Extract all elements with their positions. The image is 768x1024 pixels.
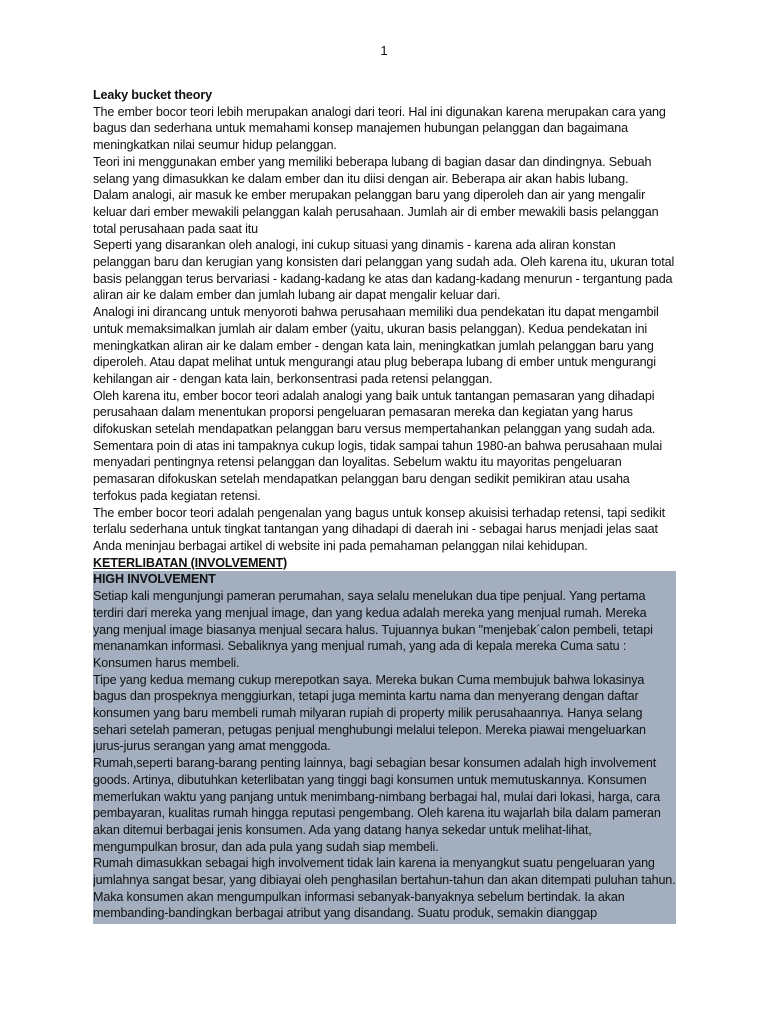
section-title: Leaky bucket theory bbox=[93, 88, 212, 102]
paragraph: Rumah,seperti barang-barang penting lainnya, bagi sebagian besar konsumen adalah high involvement goods. Artinya, dibutuhkan keterlibatan yang tinggi bagi konsumen untuk memutuskannya. Konsumen memerlukan waktu yang panjang untuk menimbang-nimbang berbagai hal, mulai dari lokasi, harga, cara pembayaran, kualitas rumah hingga reputasi pengembang. Oleh karena itu wajarlah bila dalam pameran akan ditemui berbagai jenis konsumen. Ada yang datang hanya sekedar untuk melihat-lihat, mengumpulkan brosur, dan ada pula yang sudah siap membeli. bbox=[93, 756, 661, 854]
paragraph: Teori ini menggunakan ember yang memiliki beberapa lubang di bagian dasar dan dindingnya. Sebuah selang yang dimasukkan ke dalam ember dan itu diisi dengan air. Beberapa air akan habis lubang. bbox=[93, 154, 652, 186]
paragraph: Oleh karena itu, ember bocor teori adalah analogi yang baik untuk tantangan pemasaran yang dihadapi perusahaan dalam menentukan proporsi pengeluaran pemasaran mereka dan kegiatan yang harus difokuskan setelah mendapatkan pelanggan baru versus mempertahankan pelanggan yang sudah ada. bbox=[93, 388, 656, 437]
paragraph: Analogi ini dirancang untuk menyoroti bahwa perusahaan memiliki dua pendekatan itu dapat mengambil untuk memaksimalkan jumlah air dalam ember (yaitu, ukuran basis pelanggan). Kedua pendekatan ini meningkatkan aliran air ke dalam ember - dengan kata lain, meningkatkan jumlah pelanggan baru yang diperoleh. Atau dapat melihat untuk mengurangi atau plug beberapa lubang di ember untuk mengurangi kehilangan air - dengan kata lain, berkonsentrasi pada retensi pelanggan. bbox=[93, 305, 659, 386]
document-body bbox=[93, 87, 676, 924]
paragraph: The ember bocor teori lebih merupakan analogi dari teori. Hal ini digunakan karena merupakan cara yang bagus dan sederhana untuk memahami konsep manajemen hubungan pelanggan dan bagaimana meningkatkan nilai seumur hidup pelanggan. bbox=[93, 104, 666, 153]
paragraph: Rumah dimasukkan sebagai high involvement tidak lain karena ia menyangkut suatu pengeluaran yang jumlahnya sangat besar, yang dibiayai oleh penghasilan bertahun-tahun dan akan ditempati puluhan tahun. Maka konsumen akan mengumpulkan informasi sebanyak-banyaknya sebelum bertindak. Ia akan membanding-bandingkan berbagai atribut yang disandang. Suatu produk, semakin dianggap bbox=[93, 856, 676, 921]
paragraph: The ember bocor teori adalah pengenalan yang bagus untuk konsep akuisisi terhadap retensi, tapi sedikit terlalu sederhana untuk tingkat tantangan yang dihadapi di daerah ini - sebagai harus menjadi jelas saat Anda meninjau berbagai artikel di website ini pada pemahaman pelanggan nilai kehidupan. bbox=[93, 505, 665, 553]
paragraph: Setiap kali mengunjungi pameran perumahan, saya selalu menelukan dua tipe penjual. Yang pertama terdiri dari mereka yang menjual image, dan yang kedua adalah mereka yang menjual rumah. Mereka yang menjual image biasanya menjual secara halus. Tujuannya bukan "menjebak´calon pembeli, tetapi menanamkan informasi. Sebaliknya yang menjual rumah, yang ada di kepala mereka Cuma satu : Konsumen harus membeli. bbox=[93, 589, 653, 670]
section-heading: KETERLIBATAN (INVOLVEMENT) bbox=[93, 555, 288, 570]
paragraph: Sementara poin di atas ini tampaknya cukup logis, tidak sampai tahun 1980-an bahwa perusahaan mulai menyadari pentingnya retensi pelanggan dan loyalitas. Sebelum waktu itu mayoritas pengeluaran pemasaran difokuskan setelah mendapatkan pelanggan baru dengan sedikit pemikiran atau usaha terfokus pada kegiatan retensi. bbox=[93, 438, 663, 503]
section-subheading: HIGH INVOLVEMENT bbox=[93, 572, 216, 587]
paragraph: Tipe yang kedua memang cukup merepotkan saya. Mereka bukan Cuma membujuk bahwa lokasinya bagus dan prospeknya menggiurkan, tetapi juga meminta kartu nama dan menyerang dengan daftar konsumen yang baru membeli rumah milyaran rupiah di property milik perusahaannya. Hanya selang sehari setelah pameran, petugas penjual menghubungi melalui telepon. Mereka piawai mengeluarkan jurus-jurus serangan yang amat menggoda. bbox=[93, 672, 646, 754]
paragraph: Dalam analogi, air masuk ke ember merupakan pelanggan baru yang diperoleh dan air yang mengalir keluar dari ember mewakili pelanggan kalah perusahaan. Jumlah air di ember mewakili basis pelanggan total perusahaan pada saat itu bbox=[93, 188, 659, 236]
page-number: 1 bbox=[380, 43, 388, 58]
paragraph: Seperti yang disarankan oleh analogi, ini cukup situasi yang dinamis - karena ada aliran konstan pelanggan baru dan kerugian yang konsisten dari pelanggan yang sudah ada. Oleh karena itu, ukuran total basis pelanggan terus bervariasi - kadang-kadang ke atas dan kadang-kadang menurun - tergantung pada aliran air ke dalam ember dan jumlah lubang air dapat mengalir keluar dari. bbox=[93, 238, 675, 303]
highlighted-block bbox=[93, 571, 676, 924]
